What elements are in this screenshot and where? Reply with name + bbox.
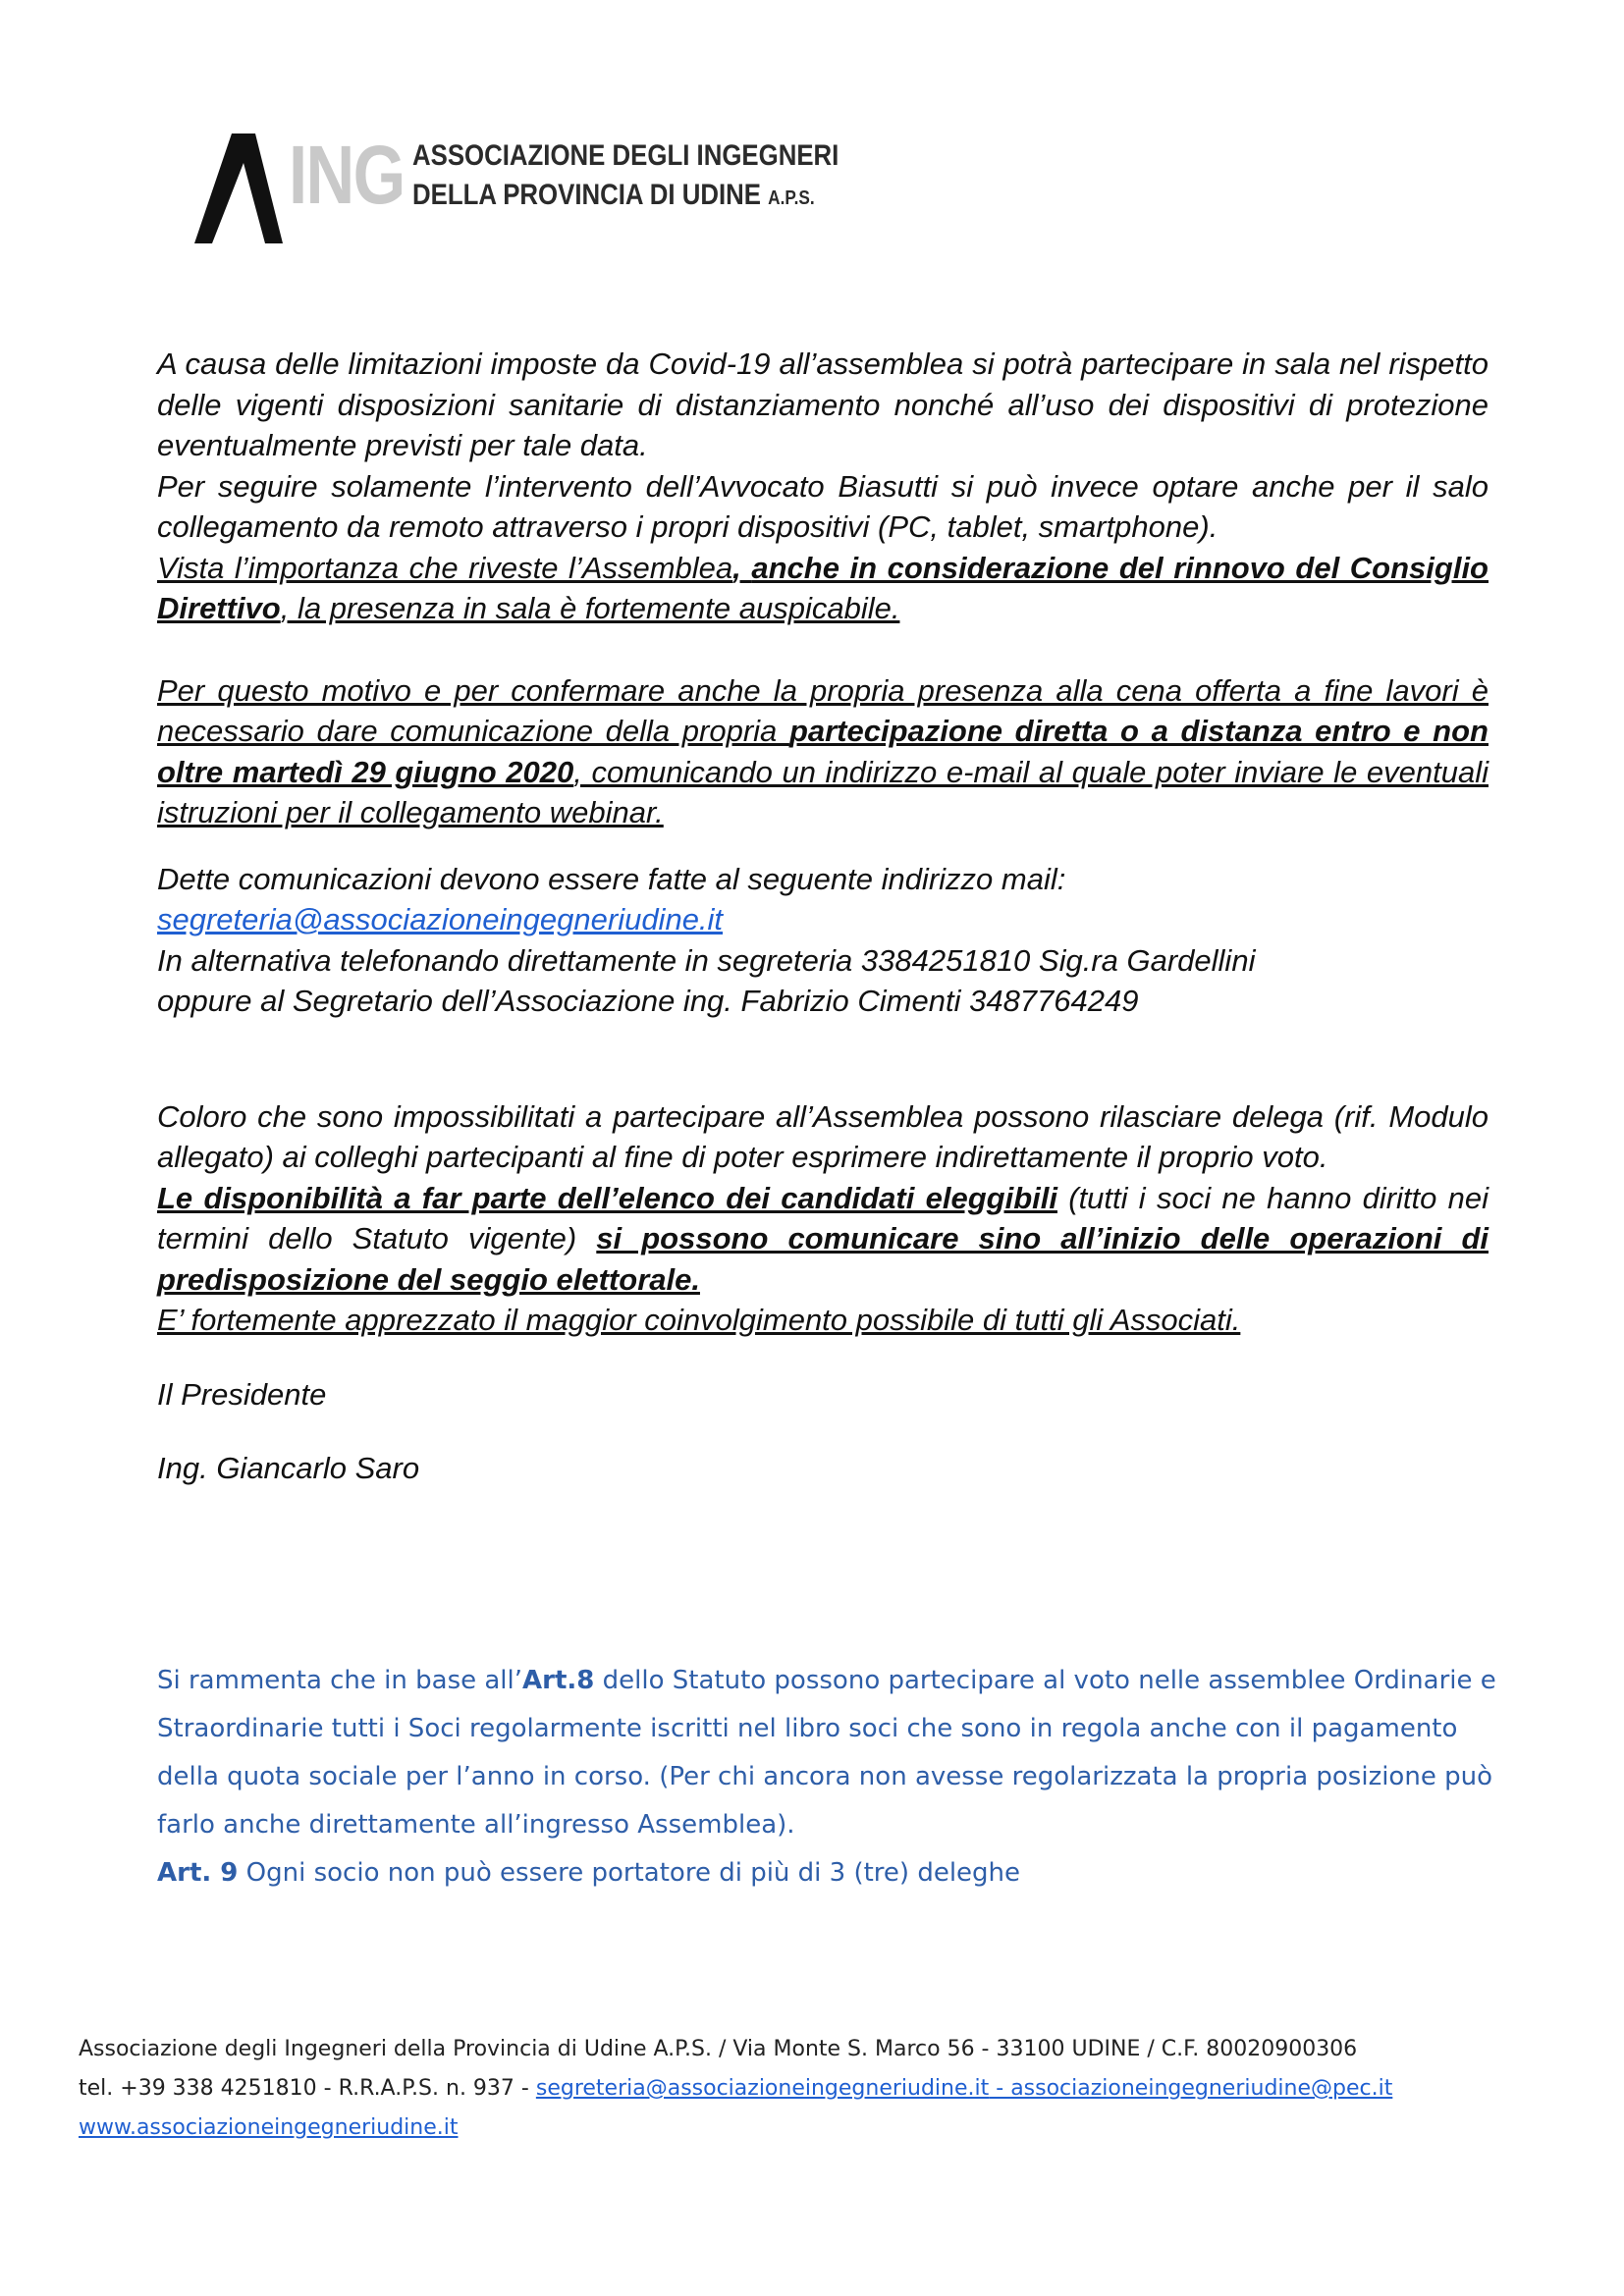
- signature-name: Ing. Giancarlo Saro: [157, 1451, 420, 1485]
- paragraph-deadline: Per questo motivo e per confermare anche la propria presenza alla cena offerta a fine lavori è necessario dare comunicazione della propria partecipazione diretta o a distanza entro e non oltre martedì 29 giugno 2020, comunicando un indirizzo e-mail al quale poter inviare le eventuali istruzioni per il collegamento webinar.: [157, 672, 1489, 829]
- contact-phone-secretary-general: oppure al Segretario dell’Associazione ing. Fabrizio Cimenti 3487764249: [157, 984, 1139, 1018]
- page-footer: [79, 2030, 1551, 2148]
- paragraph-involvement: E’ fortemente apprezzato il maggior coinvolgimento possibile di tutti gli Associati.: [157, 1303, 1241, 1337]
- logo-name-line1: ASSOCIAZIONE DEGLI INGEGNERI: [412, 139, 839, 172]
- note-art9: Art. 9 Ogni socio non può essere portatore di più di 3 (tre) deleghe: [157, 1858, 1021, 1888]
- letter-body: [157, 344, 1489, 1489]
- footer-pec-link[interactable]: - associazioneingegneriudine@pec.it: [989, 2076, 1393, 2101]
- contact-email-link[interactable]: segreteria@associazioneingegneriudine.it: [157, 902, 724, 936]
- logo-name-line2: DELLA PROVINCIA DI UDINE A.P.S.: [412, 179, 815, 211]
- statute-note: [157, 1657, 1512, 1897]
- paragraph-importance: Vista l’importanza che riveste l’Assemblea, anche in considerazione del rinnovo del Consiglio Direttivo, la presenza in sala è fortemente auspicabile.: [157, 550, 1489, 625]
- association-logo: [194, 129, 839, 251]
- note-art8: Si rammenta che in base all’Art.8 dello Statuto possono partecipare al voto nelle assemblee Ordinarie e Straordinarie tutti i Soci regolarmente iscritti nel libro soci che sono in regola anche con il pagamento della quota sociale per l’anno in corso. (Per chi ancora non avesse regolarizzata la propria posizione può farlo anche direttamente all’ingresso Assemblea).: [157, 1666, 1496, 1840]
- contact-phone-secretary: In alternativa telefonando direttamente in segreteria 3384251810 Sig.ra Gardellini: [157, 942, 1256, 978]
- contact-intro: Dette comunicazioni devono essere fatte al seguente indirizzo mail:: [157, 861, 1066, 896]
- highlight-consiglio: anche in considerazione del rinnovo del Consiglio Direttivo: [157, 550, 1489, 625]
- paragraph-covid: A causa delle limitazioni imposte da Covid-19 all’assemblea si potrà partecipare in sala nel rispetto delle vigenti disposizioni sanitarie di distanziamento nonché all’uso dei dispositivi di protezione eventualmente previsti per tale data.: [157, 347, 1489, 462]
- paragraph-remote: Per seguire solamente l’intervento dell’Avvocato Biasutti si può invece optare anche per il salo collegamento da remoto attraverso i propri dispositivi (PC, tablet, smartphone).: [157, 468, 1489, 544]
- paragraph-candidates: Le disponibilità a far parte dell’elenco dei candidati eleggibili (tutti i soci ne hanno diritto nei termini dello Statuto vigente) si possono comunicare sino all’inizio delle operazioni di predisposizione del seggio elettorale.: [157, 1180, 1489, 1297]
- footer-website-link[interactable]: www.associazioneingegneriudine.it: [79, 2115, 459, 2140]
- contact-email-line: [157, 899, 1489, 940]
- footer-website-line: [79, 2109, 1551, 2148]
- footer-address: Associazione degli Ingegneri della Provincia di Udine A.P.S. / Via Monte S. Marco 56 - 33100 UDINE / C.F. 80020900306: [79, 2037, 1358, 2061]
- logo-mark-text: ING: [289, 129, 405, 221]
- logo-chevron-icon: [194, 133, 293, 243]
- highlight-deadline: partecipazione diretta o a distanza entro e non oltre martedì 29 giugno 2020: [157, 714, 1489, 789]
- paragraph-delegation: Coloro che sono impossibilitati a partecipare all’Assemblea possono rilasciare delega (rif. Modulo allegato) ai colleghi partecipanti al fine di poter esprimere indirettamente il proprio voto.: [157, 1098, 1489, 1174]
- footer-contacts: tel. +39 338 4251810 - R.R.A.P.S. n. 937 - segreteria@associazioneingegneriudine.it - associazioneingegneriudine@pec.it: [79, 2076, 1393, 2101]
- logo-aps: A.P.S.: [768, 187, 815, 209]
- signature-role: Il Presidente: [157, 1376, 327, 1412]
- footer-email-link[interactable]: segreteria@associazioneingegneriudine.it: [535, 2076, 990, 2101]
